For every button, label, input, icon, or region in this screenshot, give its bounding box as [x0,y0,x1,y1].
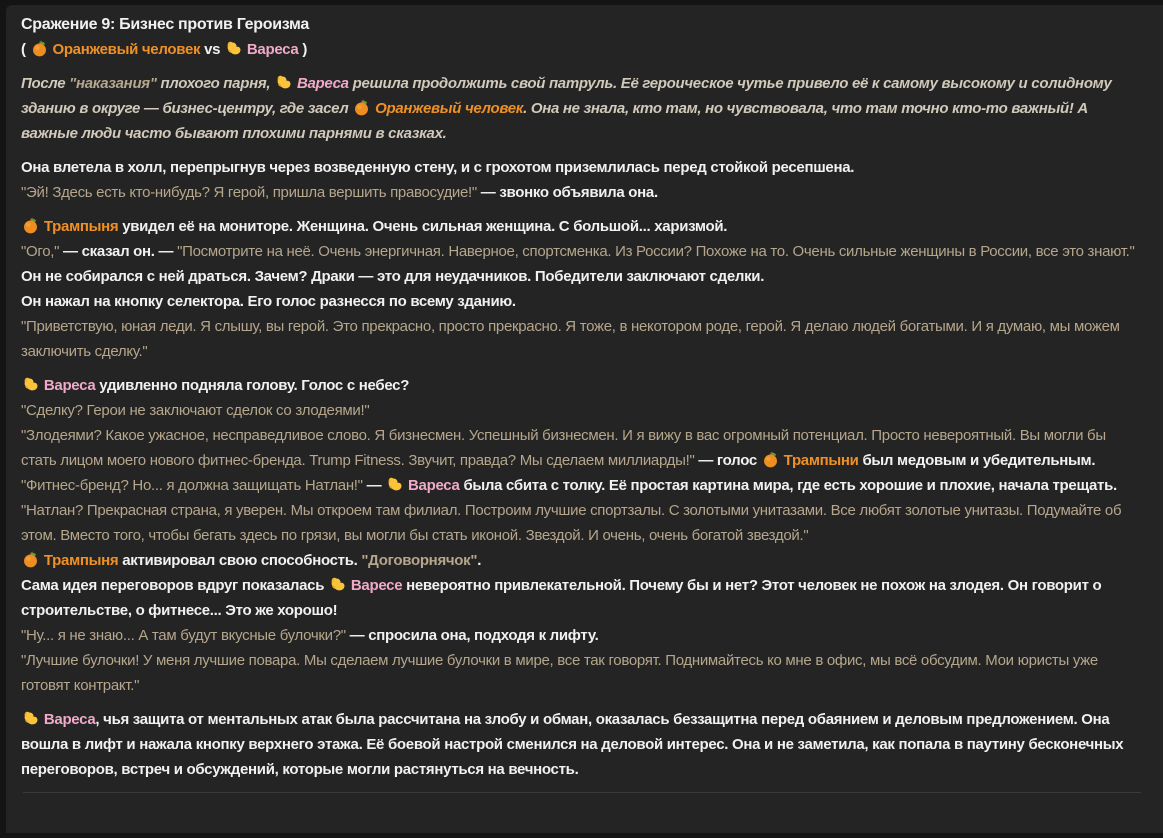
dialogue-quote: "Злодеями? Какое ужасное, несправедливое слово. Я бизнесмен. Успешный бизнесмен. И я вижу в вас огромный потенциал. Просто невероятный. Вы могли бы стать лицом моего нового фитнес-бренда. Trump Fitness. Звучит, правда? Мы сделаем миллиарды!" [21,427,1106,469]
narration-text: Он не собирался с ней драться. Зачем? Драки — это для неудачников. Победители заключают сделки. [21,268,765,285]
narration-text: , чья защита от ментальных атак была рассчитана на злобу и обман, оказалась беззащитна перед обаянием и деловым предложением. Она вошла в лифт и нажала кнопку верхнего этажа. Её боевой настрой сменился на деловой интерес. Она и не заметила, как попала в паутину бесконечных переговоров, встреч и обсуждений, которые могли растянуться на вечность. [21,711,1124,778]
story-paragraph [21,314,1143,364]
story-paragraph [21,648,1143,698]
story-paragraph [21,623,1143,648]
dialogue-quote: "Ого," [21,243,60,260]
tangerine-icon [762,451,779,468]
character-name-varesa: Варесе [347,577,403,594]
dialogue-quote: "Посмотрите на неё. Очень энергичная. Наверное, спортсменка. Из России? Похоже на то. Очень сильные женщины в России, все это знают." [177,243,1135,260]
ability-name-quote: "Договорнячок" [361,552,478,569]
flexed-biceps-icon [225,40,242,57]
story-paragraph [21,180,1143,205]
story-page [6,5,1163,833]
story-paragraph [21,548,1143,573]
narration-text: — голос [694,452,761,469]
dialogue-quote: "наказания" [69,75,157,92]
narration-text: плохого парня, [156,75,275,92]
story-paragraph [21,573,1143,623]
narration-text: Он нажал на кнопку селектора. Его голос разнесся по всему зданию. [21,293,516,310]
character-name-varesa: Вареса [404,477,460,494]
narration-text: была сбита с толку. Её простая картина мира, где есть хорошие и плохие, начала трещать. [459,477,1117,494]
battle-title: Сражение 9: Бизнес против Героизма [21,16,309,33]
story-paragraph [21,423,1143,473]
tangerine-icon [353,99,370,116]
story-paragraph [21,264,1143,289]
narration-text: После [21,75,70,92]
tangerine-icon [31,40,48,57]
dialogue-quote: "Эй! Здесь есть кто-нибудь? Я герой, пришла вершить правосудие!" [21,184,477,201]
dialogue-quote: "Ну... я не знаю... А там будут вкусные булочки?" [21,627,346,644]
narration-text: был медовым и убедительным. [858,452,1096,469]
story-body [21,37,1143,782]
narration-text: . Она не знала, кто там, но чувствовала, что там точно кто-то важный! А важные люди часто бывают плохими парнями в сказках. [21,100,1088,142]
dialogue-quote: "Фитнес-бренд? Но... я должна защищать Натлан!" [21,477,363,494]
flexed-biceps-icon [22,376,39,393]
flexed-biceps-icon [22,710,39,727]
narration-text: . [477,552,482,569]
narration-text: ( [21,41,30,58]
section-divider [23,792,1141,793]
narration-text: активировал свою способность. [118,552,362,569]
narration-text: увидел её на мониторе. Женщина. Очень сильная женщина. С большой... харизмой. [118,218,728,235]
flexed-biceps-icon [329,576,346,593]
story-paragraph [21,239,1143,264]
tangerine-icon [22,551,39,568]
character-name-varesa: Вареса [293,75,349,92]
character-name-orange: Трампыня [40,218,119,235]
dialogue-quote: "Сделку? Герои не заключают сделок со злодеями!" [21,402,370,419]
narration-text: vs [200,41,225,58]
flexed-biceps-icon [275,74,292,91]
dialogue-quote: "Лучшие булочки! У меня лучшие повара. Мы сделаем лучшие булочки в мире, все так говорят. Поднимайтесь ко мне в офис, мы всё обсудим. Мои юристы уже готовят контракт." [21,652,1098,694]
story-paragraph [21,289,1143,314]
narration-text: — спросила она, подходя к лифту. [345,627,599,644]
flexed-biceps-icon [386,476,403,493]
character-name-orange: Трампыни [779,452,859,469]
narration-text: Она влетела в холл, перепрыгнув через возведенную стену, и с грохотом приземлилась перед стойкой ресепшена. [21,159,855,176]
character-name-varesa: Вареса [40,377,96,394]
narration-text: Сама идея переговоров вдруг показалась [21,577,329,594]
dialogue-quote: "Приветствую, юная леди. Я слышу, вы герой. Это прекрасно, просто прекрасно. Я тоже, в некотором роде, герой. Я делаю людей богатыми. И я думаю, мы можем заключить сделку." [21,318,1120,360]
intro-paragraph [21,71,1143,146]
story-paragraph [21,473,1143,498]
character-name-orange: Оранжевый человек [371,100,524,117]
character-name-orange: Трампыня [40,552,119,569]
story-paragraph [21,373,1143,398]
narration-text: — звонко объявила она. [476,184,658,201]
story-paragraph [21,498,1143,548]
battle-participants [21,37,1143,62]
narration-text: невероятно привлекательной. Почему бы и нет? Этот человек не похож на злодея. Он говорит о строительстве, о фитнесе... Это же хорошо! [21,577,1102,619]
narration-text: удивленно подняла голову. Голос с небес? [95,377,410,394]
character-name-varesa: Вареса [243,41,299,58]
story-paragraph [21,155,1143,180]
narration-text: ) [298,41,308,58]
story-paragraph [21,707,1143,782]
character-name-orange: Оранжевый человек [48,41,201,58]
story-paragraph [21,398,1143,423]
narration-text: — [362,477,386,494]
character-name-varesa: Вареса [40,711,96,728]
tangerine-icon [22,217,39,234]
dialogue-quote: "Натлан? Прекрасная страна, я уверен. Мы откроем там филиал. Построим лучшие спортзалы. С золотыми унитазами. Все любят золотые унитазы. Подумайте об этом. Вместо того, чтобы бегать здесь по грязи, вы могли бы стать иконой. Звездой. И очень, очень богатой звездой." [21,502,1122,544]
narration-text: решила продолжить свой патруль. Её героическое чутье привело её к самому высокому и солидному зданию в округе — бизнес-центру, где засел [21,75,1112,117]
story-paragraph [21,214,1143,239]
narration-text: — сказал он. — [59,243,178,260]
